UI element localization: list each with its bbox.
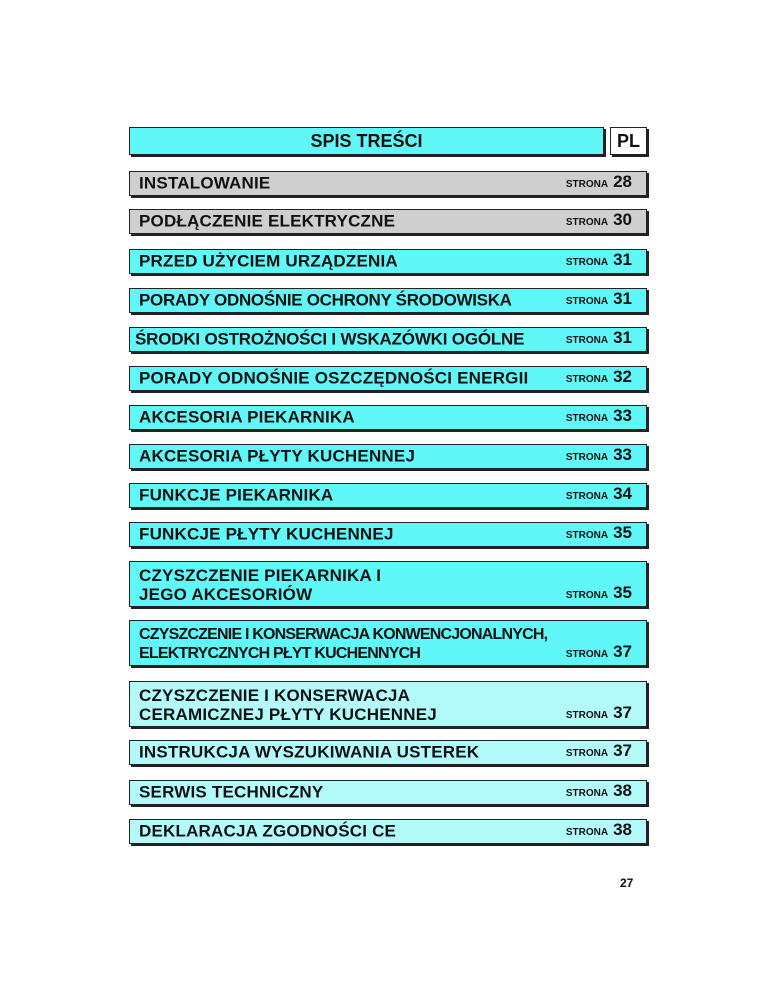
toc-entry-troubleshooting[interactable] [129,740,647,765]
toc-entry-label: AKCESORIA PIEKARNIKA [139,407,355,427]
toc-entry-label: INSTALOWANIE [139,173,271,193]
toc-entry-label: PODŁĄCZENIE ELEKTRYCZNE [139,211,396,231]
page-word: STRONA [565,374,609,385]
toc-entry-page: 37 [613,741,632,760]
toc-entry-label: DEKLARACJA ZGODNOŚCI CE [139,821,397,841]
toc-entry-page: 37 [613,642,632,661]
toc-entry-installation[interactable] [129,171,647,196]
page-word: STRONA [565,649,609,660]
toc-entry-label: SERWIS TECHNICZNY [139,782,324,802]
toc-entry-hob-accessories[interactable] [129,444,647,469]
page-word: STRONA [565,827,609,838]
language-code: PL [610,127,647,155]
toc-entry-page: 38 [613,781,632,800]
page-word: STRONA [565,590,609,601]
toc-entry-oven-cleaning[interactable] [129,561,647,607]
toc-entry-page: 31 [613,250,632,269]
toc-entry-safety-precautions[interactable] [129,327,647,352]
toc-entry-ce-declaration[interactable] [129,819,647,844]
toc-entry-electrical-connection[interactable] [129,209,647,234]
toc-entry-environment-tips[interactable] [129,288,647,313]
toc-entry-conventional-hob-cleaning[interactable] [129,620,647,666]
toc-entry-oven-accessories[interactable] [129,405,647,430]
toc-entry-page: 32 [613,367,632,386]
toc-entry-label: AKCESORIA PŁYTY KUCHENNEJ [139,446,416,466]
toc-entry-hob-functions[interactable] [129,522,647,547]
toc-entry-page: 28 [613,172,632,191]
page-word: STRONA [565,452,609,463]
toc-entry-page: 31 [613,328,632,347]
toc-entry-label: ŚRODKI OSTROŻNOŚCI I WSKAZÓWKI OGÓLNE [135,329,525,349]
toc-entry-ceramic-hob-cleaning[interactable] [129,681,647,727]
page-word: STRONA [565,530,609,541]
toc-entry-page: 34 [613,484,632,503]
page-word: STRONA [565,710,609,721]
toc-entry-label: PORADY ODNOŚNIE OCHRONY ŚRODOWISKA [139,290,512,310]
toc-entry-label: CZYSZCZENIE I KONSERWACJA CERAMICZNEJ PŁYTY KUCHENNEJ [139,686,437,724]
toc-entry-label: INSTRUKCJA WYSZUKIWANIA USTEREK [139,742,480,762]
toc-entry-page: 30 [613,210,632,229]
toc-entry-label: FUNKCJE PŁYTY KUCHENNEJ [139,524,394,544]
toc-entry-energy-saving[interactable] [129,366,647,391]
toc-entry-oven-functions[interactable] [129,483,647,508]
page-word: STRONA [565,217,609,228]
toc-entry-before-use[interactable] [129,249,647,274]
toc-entry-label: PRZED UŻYCIEM URZĄDZENIA [139,251,398,271]
page-word: STRONA [565,296,609,307]
toc-entry-label: PORADY ODNOŚNIE OSZCZĘDNOŚCI ENERGII [139,368,529,388]
toc-entry-label: FUNKCJE PIEKARNIKA [139,485,334,505]
toc-entry-page: 38 [613,820,632,839]
page-word: STRONA [565,179,609,190]
toc-entry-page: 33 [613,445,632,464]
page-word: STRONA [565,788,609,799]
page-word: STRONA [565,335,609,346]
toc-entry-page: 31 [613,289,632,308]
page-number: 27 [620,876,634,890]
toc-entry-page: 35 [613,523,632,542]
page-word: STRONA [565,413,609,424]
toc-entry-label: CZYSZCZENIE I KONSERWACJA KONWENCJONALNYCH, ELEKTRYCZNYCH PŁYT KUCHENNYCH [139,626,548,662]
toc-entry-technical-service[interactable] [129,780,647,805]
toc-entry-page: 33 [613,406,632,425]
toc-entry-label: CZYSZCZENIE PIEKARNIKA I JEGO AKCESORIÓW [139,566,382,604]
toc-title: SPIS TREŚCI [129,127,604,155]
page-word: STRONA [565,748,609,759]
page-word: STRONA [565,257,609,268]
toc-entry-page: 37 [613,703,632,722]
toc-entry-page: 35 [613,583,632,602]
page-word: STRONA [565,491,609,502]
